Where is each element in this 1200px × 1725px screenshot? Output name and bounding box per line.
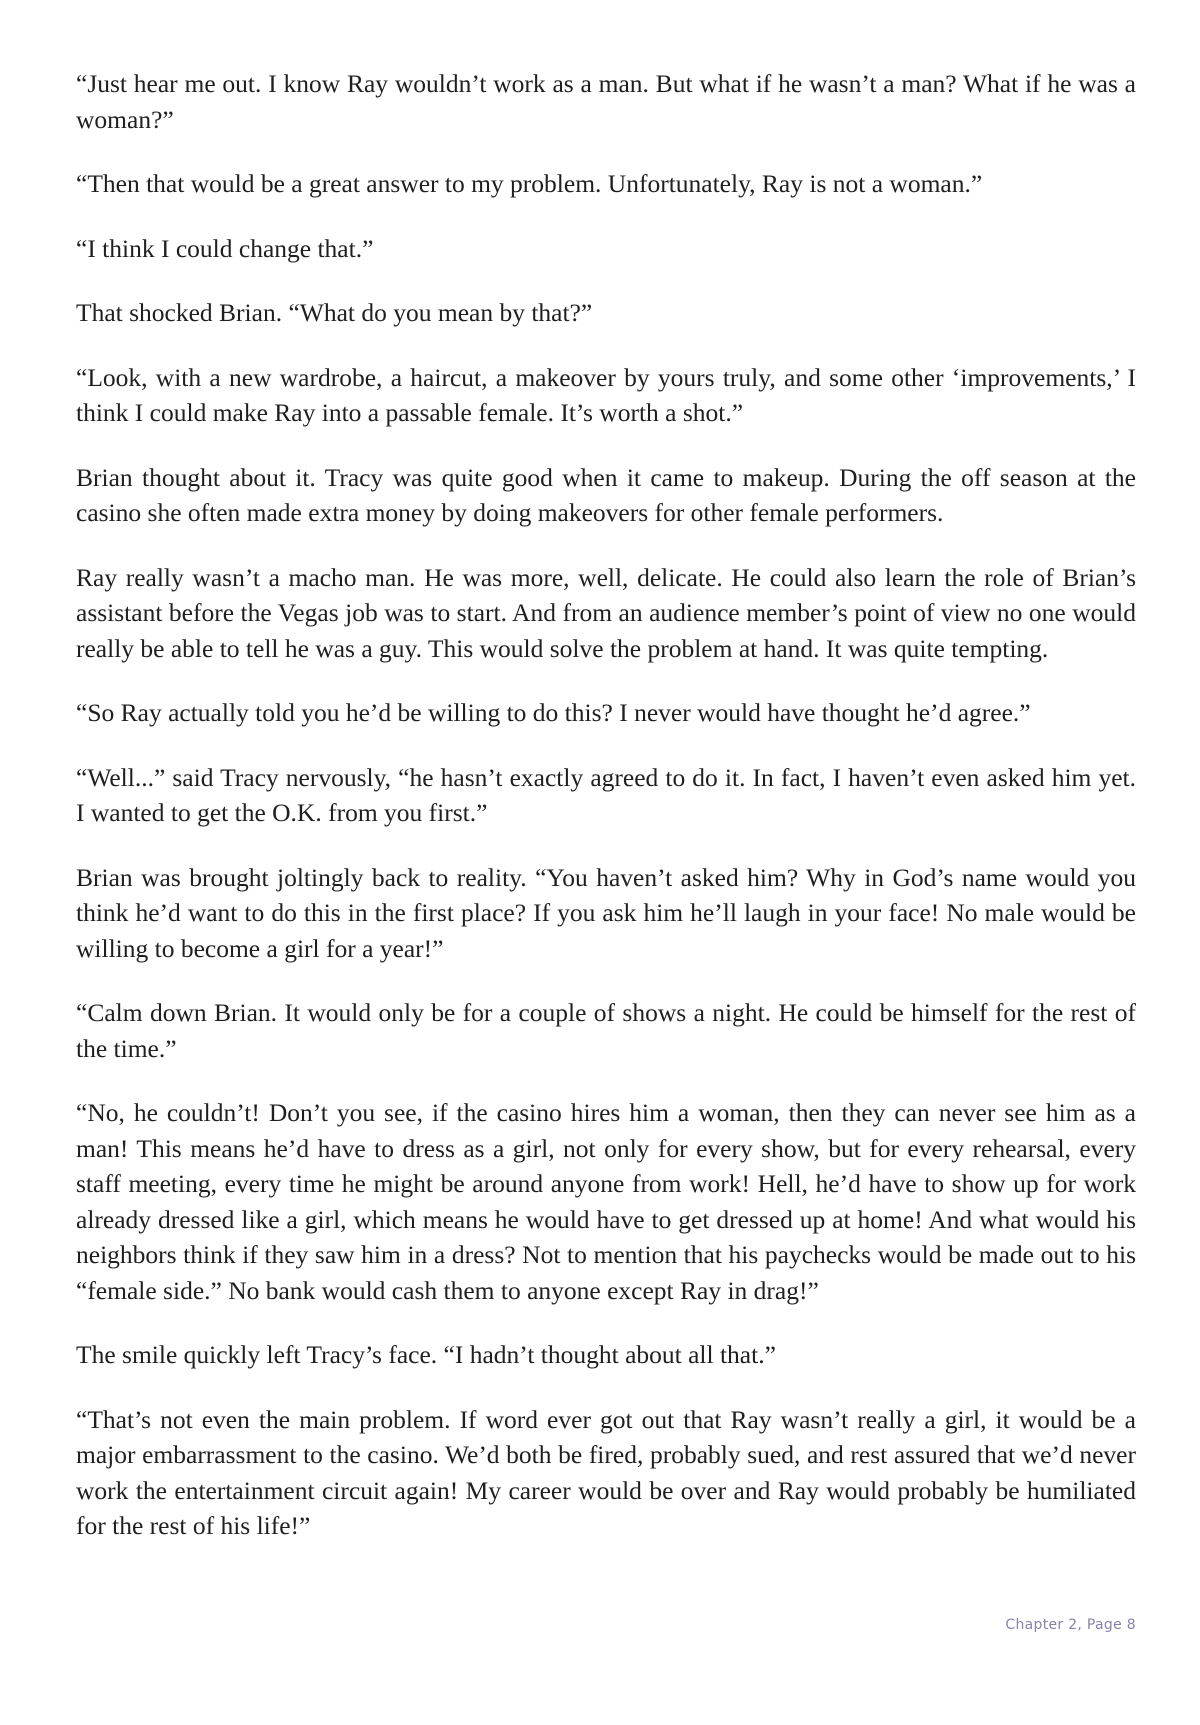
paragraph: “Look, with a new wardrobe, a haircut, a makeover by yours truly, and some other ‘improvements,’ I think I could make Ray into a passable female. It’s worth a shot.” [76,362,1136,427]
page-number-footer: Chapter 2, Page 8 [1005,1617,1136,1633]
paragraph: Brian thought about it. Tracy was quite good when it came to makeup. During the off season at the casino she often made extra money by doing makeovers for other female performers. [76,462,1136,527]
paragraph: “Calm down Brian. It would only be for a couple of shows a night. He could be himself for the rest of the time.” [76,998,1136,1063]
story-text [76,66,1136,1573]
paragraph: “Just hear me out. I know Ray wouldn’t work as a man. But what if he wasn’t a man? What if he was a woman?” [76,69,1136,134]
paragraph: “Then that would be a great answer to my problem. Unfortunately, Ray is not a woman.” [76,169,983,198]
paragraph: Ray really wasn’t a macho man. He was more, well, delicate. He could also learn the role of Brian’s assistant before the Vegas job was to start. And from an audience member’s point of view no one would really be able to tell he was a guy. This would solve the problem at hand. It was quite tempting. [76,562,1136,663]
paragraph: “I think I could change that.” [76,233,374,263]
paragraph: Brian was brought joltingly back to reality. “You haven’t asked him? Why in God’s name would you think he’d want to do this in the first place? If you ask him he’ll laugh in your face! No male would be willing to become a girl for a year!” [76,862,1136,963]
paragraph: The smile quickly left Tracy’s face. “I hadn’t thought about all that.” [76,1340,776,1369]
paragraph: That shocked Brian. “What do you mean by that?” [76,298,593,327]
paragraph: “That’s not even the main problem. If word ever got out that Ray wasn’t really a girl, it would be a major embarrassment to the casino. We’d both be fired, probably sued, and rest assured that we’d never work the entertainment circuit again! My career would be over and Ray would probably be humiliated for the rest of his life!” [76,1404,1136,1540]
paragraph: “No, he couldn’t! Don’t you see, if the casino hires him a woman, then they can never see him as a man! This means he’d have to dress as a girl, not only for every show, but for every rehearsal, every staff meeting, every time he might be around anyone from work! Hell, he’d have to show up for work already dressed like a girl, which means he would have to get dressed up at home! And what would his neighbors think if they saw him in a dress? Not to mention that his paychecks would be made out to his “female side.” No bank would cash them to anyone except Ray in drag!” [76,1098,1136,1305]
paragraph: “Well...” said Tracy nervously, “he hasn’t exactly agreed to do it. In fact, I haven’t even asked him yet. I wanted to get the O.K. from you first.” [76,762,1136,827]
paragraph: “So Ray actually told you he’d be willing to do this? I never would have thought he’d agree.” [76,698,1031,727]
